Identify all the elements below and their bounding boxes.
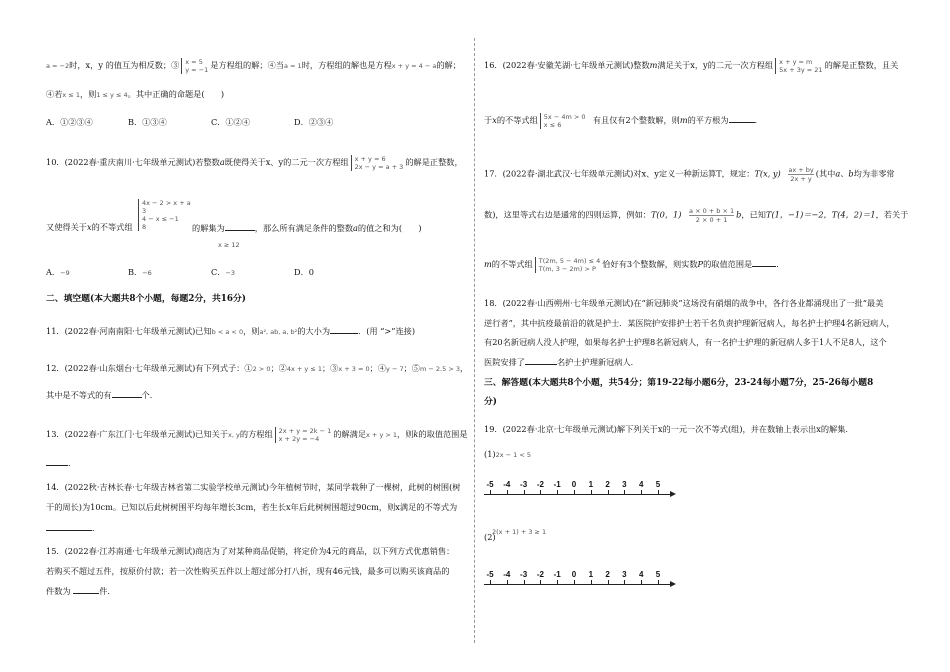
number-line-tick [490, 580, 491, 585]
q9-system: x = 5 y = −1 [181, 58, 208, 74]
section2-heading: 二、填空题(本大题共8个小题，每题2分，共16分) [46, 294, 246, 304]
q17-example-fraction: $\frac{a \times 0 + b \times 1}{2 \times 0 + 1}$ [689, 207, 735, 224]
q19-part2-expr: 2(x + 1) + 3 ≥ 1 [492, 527, 547, 536]
q10-option-b: B．−6 [128, 267, 152, 277]
q13-line2: ． [46, 457, 76, 469]
number-line-label: 5 [655, 480, 661, 489]
number-line-label: -4 [503, 480, 511, 489]
q10-inequality-system: 4x − 2 > x + a 3 4 − x ≤ −1 8 [138, 199, 191, 231]
q16-line2: 于x的不等式组 5x − 4m > 0 x ≤ 6 有且仅有2个整数解，则m的平方根为 ． [484, 113, 763, 129]
number-line-tick [591, 580, 592, 585]
q10-option-a: A．−9 [46, 267, 70, 277]
q9-option-a: A．①②③④ [46, 117, 93, 127]
number-line-label: 3 [622, 480, 627, 489]
q19-line1: 19．(2022春·北京·七年级单元测试)解下列关于x的一元一次不等式(组)，并在数轴上表示出x的解集． [484, 424, 854, 434]
q17-line1: 17．(2022春·湖北武汉·七年级单元测试)对x、y定义一种新运算T，规定：T(x, y) $\frac{ax + by}{2x + y}$ (其中a、b均为非零常 [484, 166, 895, 183]
q10-line2: 又使得关于x的不等式组 [46, 222, 133, 232]
answer-blank[interactable] [525, 356, 557, 365]
number-line-axis [484, 494, 672, 495]
number-line-1[interactable] [484, 482, 684, 502]
q10-system: x + y = 6 2x − y = a + 3 [351, 155, 404, 171]
number-line-tick [540, 580, 541, 585]
q12-line1: 12．(2022春·山东烟台·七年级单元测试)有下列式子：①2 > 0；②4x + y ≤ 1；③x + 3 = 0；④y − 7；⑤m − 2.5 > 3， [46, 363, 469, 373]
q18-line1: 18．(2022春·山西朔州·七年级单元测试)在“新冠肺炎”这场没有硝烟的战争中，各行各业都涌现出了一批“最美 [484, 298, 884, 308]
number-line-label: 0 [571, 480, 577, 489]
number-line-tick [507, 490, 508, 495]
number-line-tick [557, 580, 558, 585]
q18-line3: 有20名新冠病人没人护理，如果每名护士护理8名新冠病人，有一名护士护理的新冠病人多于1人不足8人，这个 [484, 337, 887, 347]
q17-line3: m的不等式组 T(2m, 5 − 4m) ≤ 4 T(m, 3 − 2m) > P 恰好有3个整数解，则实数P的取值范围是 ． [484, 257, 785, 273]
number-line-2[interactable] [484, 572, 684, 592]
q17-fraction: $\frac{ax + by}{2x + y}$ [788, 166, 814, 183]
number-line-tick [608, 580, 609, 585]
q9-option-d: D．②③④ [294, 117, 334, 127]
number-line-label: -5 [486, 480, 494, 489]
number-line-tick [524, 490, 525, 495]
number-line-label: -2 [536, 570, 544, 579]
number-line-label: 3 [622, 570, 627, 579]
q18-line2: 逆行者”，其中抗疫最前沿的就是护士．某医院护安排护士若干名负责护理新冠病人，每名护士护理4名新冠病人， [484, 318, 895, 328]
q9-line2: ④若x ≤ 1，则1 ≤ y ≤ 4。其中正确的命题是( ) [46, 89, 225, 99]
q9-expr-a: a = −2 [46, 61, 70, 70]
q19-part1: (1)2x − 1 < 5 [484, 449, 532, 459]
number-line-tick [574, 580, 575, 585]
q9-line1: a = −2时，x，y 的值互为相反数；③ x = 5 y = −1 是方程组的解；④当a = 1时，方程组的解也是方程x + y = 4 − a的解； [46, 58, 461, 74]
number-line-label: -1 [553, 480, 561, 489]
q10-line2-b: 的解集为 ，那么所有满足条件的整数a的值之和为( ) [192, 223, 422, 233]
section3-heading-cont: 分) [484, 397, 497, 407]
number-line-arrow [670, 581, 676, 587]
answer-blank[interactable] [225, 222, 255, 231]
number-line-label: -3 [520, 480, 528, 489]
right-column [476, 0, 950, 672]
number-line-tick [641, 490, 642, 495]
number-line-tick [658, 580, 659, 585]
answer-blank[interactable] [752, 258, 776, 267]
number-line-tick [574, 490, 575, 495]
number-line-label: 4 [638, 570, 644, 579]
q18-line4: 医院安排了 名护士护理新冠病人． [484, 357, 639, 367]
number-line-label: -5 [486, 570, 494, 579]
q10-option-c: C．−3 [211, 267, 236, 277]
answer-blank[interactable] [46, 522, 92, 531]
q11-line: 11．(2022春·河南南阳·七年级单元测试)已知b < a < 0，则a², ab, a, b²的大小为 ．(用 “>”连接) [46, 326, 416, 336]
q14-line2: 干的周长)为10cm。已知以后此树树围平均每年增长3cm，若生长x年后此树树围超过90cm，则x满足的不等式为 [46, 502, 458, 512]
left-column [0, 0, 474, 672]
number-line-label: -3 [520, 570, 528, 579]
q10-line1: 10．(2022春·重庆南川·七年级单元测试)若整数a既使得关于x、y的二元一次方程组 x + y = 6 2x − y = a + 3 的解是正整数， [46, 155, 463, 171]
q13-system: 2x + y = 2k − 1 x + 2y = −4 [275, 427, 332, 443]
q16-line1: 16．(2022春·安徽芜湖·七年级单元测试)整数m满足关于x，y的二元一次方程组 x + y = m 5x + 3y = 21 的解是正整数，且关 [484, 58, 899, 74]
q17-inequality-system: T(2m, 5 − 4m) ≤ 4 T(m, 3 − 2m) > P [535, 257, 601, 273]
q10-solution-set: x ≥ 12 [218, 240, 240, 249]
number-line-label: -1 [553, 570, 561, 579]
q9-option-b: B．①③④ [128, 117, 167, 127]
number-line-tick [557, 490, 558, 495]
answer-blank[interactable] [330, 325, 358, 334]
answer-blank[interactable] [46, 457, 68, 466]
q17-line2: 数)，这里等式右边是通常的四则运算，例如：T(0，1) $\frac{a \times 0 + b \times 1}{2 \times 0 + 1}$ b，已知T(1，−1)＝−2，T(4，2)＝1，若关于 [484, 207, 909, 224]
number-line-label: 2 [605, 480, 610, 489]
q16-system: x + y = m 5x + 3y = 21 [775, 58, 822, 74]
number-line-tick [507, 580, 508, 585]
answer-blank[interactable] [73, 585, 99, 594]
section3-heading: 三、解答题(本大题共8个小题，共54分；第19-22每小题6分，23-24每小题7分，25-26每小题8 [484, 378, 874, 388]
number-line-tick [658, 490, 659, 495]
q15-line3: 件数为 件． [46, 586, 116, 596]
column-divider [474, 38, 475, 643]
q12-line2: 其中是不等式的有 个． [46, 390, 158, 400]
number-line-label: 1 [588, 480, 594, 489]
answer-blank[interactable] [112, 389, 142, 398]
q9-option-c: C．①②④ [211, 117, 251, 127]
number-line-axis [484, 584, 672, 585]
answer-blank[interactable] [729, 114, 755, 123]
q15-line1: 15．(2022春·江苏南通·七年级单元测试)商店为了对某种商品促销，将定价为4元的商品，以下列方式优惠销售： [46, 546, 455, 556]
number-line-tick [540, 490, 541, 495]
q13-line1: 13．(2022春·广东江门·七年级单元测试)已知关于x, y的方程组 2x + y = 2k − 1 x + 2y = −4 的解满足x + y > 1，则k的取值范围是 [46, 427, 468, 443]
number-line-tick [624, 490, 625, 495]
q16-inequality-system: 5x − 4m > 0 x ≤ 6 [540, 113, 586, 129]
q14-line3: ． [46, 522, 100, 534]
number-line-tick [524, 580, 525, 585]
q14-line1: 14．(2022秋·吉林长春·七年级吉林省第二实验学校单元测试)今年植树节时，某同学栽种了一棵树，此树的树围(树 [46, 482, 461, 492]
number-line-label: -2 [536, 480, 544, 489]
number-line-label: -4 [503, 570, 511, 579]
number-line-label: 2 [605, 570, 610, 579]
number-line-label: 0 [571, 570, 577, 579]
number-line-tick [641, 580, 642, 585]
number-line-tick [608, 490, 609, 495]
q10-option-d: D．0 [294, 267, 314, 277]
number-line-tick [490, 490, 491, 495]
q15-line2: 若购买不超过五件，按原价付款；若一次性购买五件以上超过部分打八折，现有46元钱，最多可以购买该商品的 [46, 566, 450, 576]
number-line-label: 4 [638, 480, 644, 489]
number-line-label: 5 [655, 570, 661, 579]
number-line-label: 1 [588, 570, 594, 579]
number-line-tick [591, 490, 592, 495]
q19-part2-label: (2) [484, 532, 496, 542]
number-line-tick [624, 580, 625, 585]
number-line-arrow [670, 491, 676, 497]
